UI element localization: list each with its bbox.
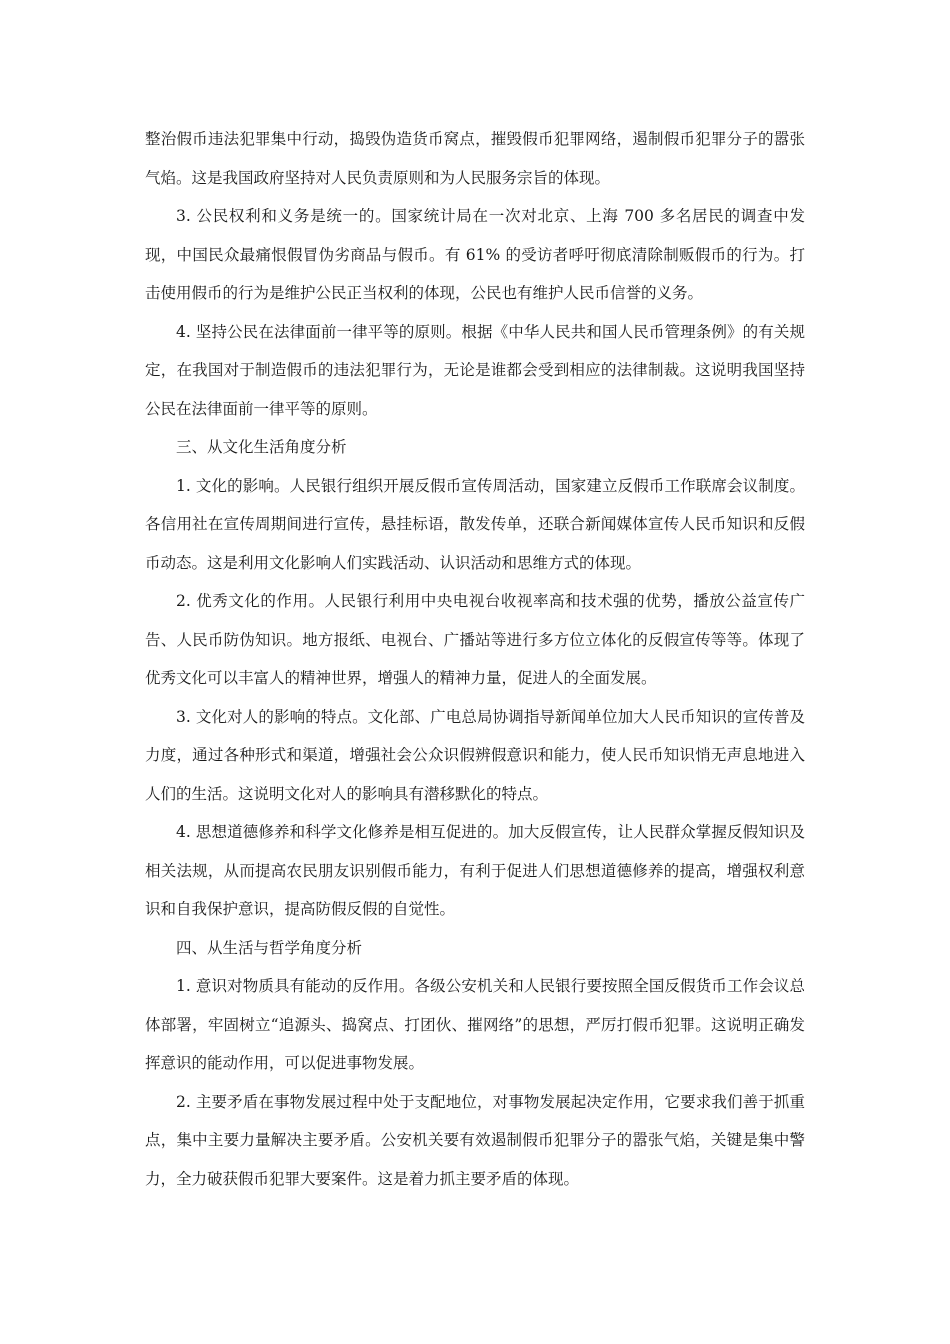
section-heading-cultural-life: 三、从文化生活角度分析 bbox=[176, 438, 347, 456]
paragraph-rights-and-duties: 3. 公民权利和义务是统一的。国家统计局在一次对北京、上海 700 多名居民的调查中发现，中国民众最痛恨假冒伪劣商品与假币。有 61% 的受访者呼吁彻底清除制贩假币的行为。打击使用假币的行为是维护公民正当权利的体现，公民也有维护人民币信誉的义务。 bbox=[145, 207, 805, 302]
paragraph-excellent-culture: 2. 优秀文化的作用。人民银行利用中央电视台收视率高和技术强的优势，播放公益宣传广告、人民币防伪知识。地方报纸、电视台、广播站等进行多方位立体化的反假宣传等等。体现了优秀文化可以丰富人的精神世界，增强人的精神力量，促进人的全面发展。 bbox=[145, 592, 805, 687]
paragraph-continuation: 整治假币违法犯罪集中行动，捣毁伪造货币窝点，摧毁假币犯罪网络，遏制假币犯罪分子的嚣张气焰。这是我国政府坚持对人民负责原则和为人民服务宗旨的体现。 bbox=[145, 130, 805, 187]
paragraph-consciousness: 1. 意识对物质具有能动的反作用。各级公安机关和人民银行要按照全国反假货币工作会议总体部署，牢固树立“追源头、捣窝点、打团伙、摧网络”的思想，严厉打假币犯罪。这说明正确发挥意识的能动作用，可以促进事物发展。 bbox=[145, 977, 805, 1072]
document-body bbox=[145, 120, 805, 1198]
section-heading-philosophy: 四、从生活与哲学角度分析 bbox=[176, 938, 363, 957]
paragraph-equality-before-law: 4. 坚持公民在法律面前一律平等的原则。根据《中华人民共和国人民币管理条例》的有关规定，在我国对于制造假币的违法犯罪行为，无论是谁都会受到相应的法律制裁。这说明我国坚持公民在法律面前一律平等的原则。 bbox=[145, 322, 805, 418]
paragraph-moral-and-science: 4. 思想道德修养和科学文化修养是相互促进的。加大反假宣传，让人民群众掌握反假知识及相关法规，从而提高农民朋友识别假币能力，有利于促进人们思想道德修养的提高，增强权利意识和自我保护意识，提高防假反假的自觉性。 bbox=[145, 823, 805, 918]
paragraph-culture-influence-traits: 3. 文化对人的影响的特点。文化部、广电总局协调指导新闻单位加大人民币知识的宣传普及力度，通过各种形式和渠道，增强社会公众识假辨假意识和能力，使人民币知识悄无声息地进入人们的生活。这说明文化对人的影响具有潜移默化的特点。 bbox=[145, 707, 805, 803]
paragraph-cultural-influence: 1. 文化的影响。人民银行组织开展反假币宣传周活动，国家建立反假币工作联席会议制度。各信用社在宣传周期间进行宣传，悬挂标语，散发传单，还联合新闻媒体宣传人民币知识和反假币动态。这是利用文化影响人们实践活动、认识活动和思维方式的体现。 bbox=[145, 476, 805, 572]
paragraph-main-contradiction: 2. 主要矛盾在事物发展过程中处于支配地位，对事物发展起决定作用，它要求我们善于抓重点，集中主要力量解决主要矛盾。公安机关要有效遏制假币犯罪分子的嚣张气焰，关键是集中警力，全力破获假币犯罪大要案件。这是着力抓主要矛盾的体现。 bbox=[145, 1092, 805, 1188]
